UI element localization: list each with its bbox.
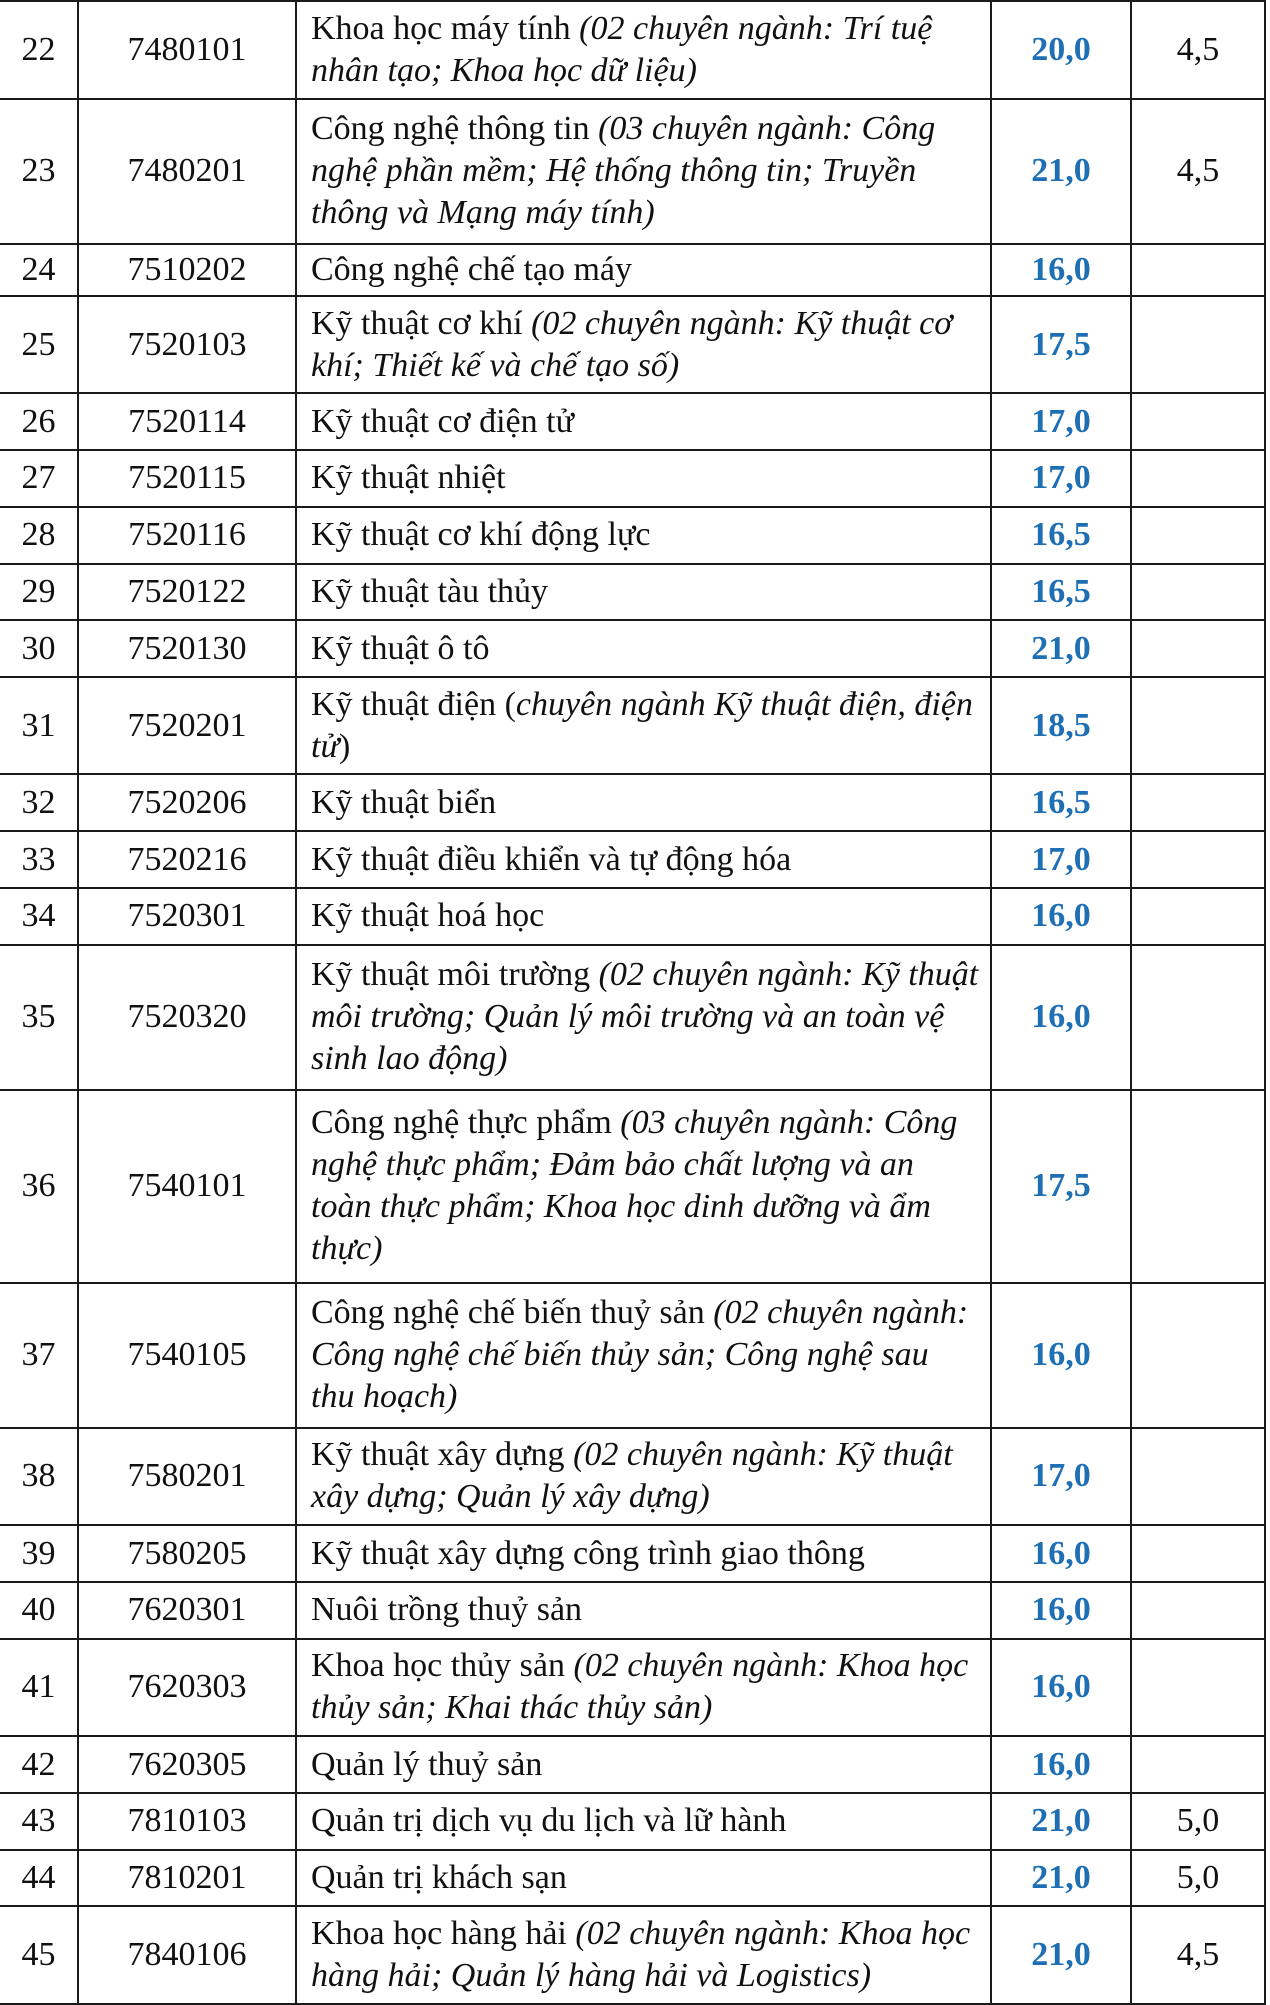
major-specializations: (03 chuyên ngành: Công nghệ phần mềm; Hệ thống thông tin; Truyền thông và Mạng máy tính) xyxy=(311,110,936,232)
row-number: 27 xyxy=(0,450,78,507)
major-name xyxy=(296,564,991,621)
row-number: 30 xyxy=(0,620,78,677)
table-row xyxy=(0,888,1265,945)
major-name-text: Quản lý thuỷ sản xyxy=(311,1745,543,1783)
admission-score: 17,5 xyxy=(991,296,1131,394)
major-code: 7810103 xyxy=(78,1793,296,1850)
major-name-text: Khoa học thủy sản xyxy=(311,1647,566,1685)
extra-score xyxy=(1131,1283,1265,1428)
admission-score: 16,0 xyxy=(991,244,1131,296)
extra-score xyxy=(1131,1428,1265,1526)
extra-score xyxy=(1131,393,1265,450)
admission-score: 17,0 xyxy=(991,1428,1131,1526)
extra-score xyxy=(1131,450,1265,507)
row-number: 44 xyxy=(0,1850,78,1907)
major-code: 7510202 xyxy=(78,244,296,296)
major-name-text: Kỹ thuật tàu thủy xyxy=(311,572,549,610)
table-row xyxy=(0,1090,1265,1283)
row-number: 40 xyxy=(0,1582,78,1639)
admission-score: 21,0 xyxy=(991,99,1131,244)
admission-score: 16,5 xyxy=(991,507,1131,564)
major-specializations: (02 chuyên ngành: Kỹ thuật xây dựng; Quản lý xây dựng) xyxy=(311,1436,953,1516)
extra-score xyxy=(1131,1639,1265,1737)
table-row xyxy=(0,1850,1265,1907)
admission-score: 21,0 xyxy=(991,1793,1131,1850)
admission-score: 21,0 xyxy=(991,620,1131,677)
extra-score xyxy=(1131,831,1265,888)
admission-score: 16,0 xyxy=(991,1736,1131,1793)
major-name xyxy=(296,507,991,564)
admission-score: 17,0 xyxy=(991,393,1131,450)
table-row xyxy=(0,1582,1265,1639)
table-row xyxy=(0,507,1265,564)
extra-score xyxy=(1131,677,1265,775)
extra-score xyxy=(1131,1090,1265,1283)
major-code: 7620303 xyxy=(78,1639,296,1737)
admission-score: 20,0 xyxy=(991,1,1131,99)
row-number: 35 xyxy=(0,945,78,1090)
major-code: 7480201 xyxy=(78,99,296,244)
major-specializations: (02 chuyên ngành: Trí tuệ nhân tạo; Khoa học dữ liệu) xyxy=(311,9,933,89)
major-specializations: (02 chuyên ngành: Kỹ thuật môi trường; Quản lý môi trường và an toàn vệ sinh lao động) xyxy=(311,956,979,1078)
major-name xyxy=(296,1283,991,1428)
row-number: 32 xyxy=(0,774,78,831)
major-code: 7840106 xyxy=(78,1906,296,2004)
row-number: 34 xyxy=(0,888,78,945)
admission-score: 17,5 xyxy=(991,1090,1131,1283)
row-number: 28 xyxy=(0,507,78,564)
row-number: 24 xyxy=(0,244,78,296)
extra-score: 4,5 xyxy=(1131,1906,1265,2004)
major-specializations: (03 chuyên ngành: Công nghệ thực phẩm; Đảm bảo chất lượng và an toàn thực phẩm; Khoa học dinh dưỡng và ẩm thực) xyxy=(311,1104,958,1268)
table-row xyxy=(0,393,1265,450)
major-code: 7620301 xyxy=(78,1582,296,1639)
table-row xyxy=(0,99,1265,244)
major-code: 7580205 xyxy=(78,1525,296,1582)
major-name xyxy=(296,888,991,945)
extra-score xyxy=(1131,620,1265,677)
table-row xyxy=(0,1428,1265,1526)
table-row xyxy=(0,945,1265,1090)
major-specializations: (02 chuyên ngành: Kỹ thuật cơ khí; Thiết kế và chế tạo số) xyxy=(311,304,953,384)
admission-score: 16,0 xyxy=(991,945,1131,1090)
row-number: 38 xyxy=(0,1428,78,1526)
major-name-text: Kỹ thuật nhiệt xyxy=(311,459,506,497)
row-number: 45 xyxy=(0,1906,78,2004)
row-number: 39 xyxy=(0,1525,78,1582)
major-code: 7520122 xyxy=(78,564,296,621)
major-code: 7810201 xyxy=(78,1850,296,1907)
major-name xyxy=(296,945,991,1090)
major-code: 7580201 xyxy=(78,1428,296,1526)
extra-score xyxy=(1131,774,1265,831)
major-code: 7520130 xyxy=(78,620,296,677)
major-name-text: Kỹ thuật môi trường xyxy=(311,956,591,994)
table-row xyxy=(0,1639,1265,1737)
extra-score: 4,5 xyxy=(1131,1,1265,99)
extra-score xyxy=(1131,1525,1265,1582)
major-name xyxy=(296,1525,991,1582)
table-row xyxy=(0,1283,1265,1428)
major-name-text: Kỹ thuật xây dựng công trình giao thông xyxy=(311,1534,865,1572)
major-code: 7520216 xyxy=(78,831,296,888)
extra-score: 5,0 xyxy=(1131,1850,1265,1907)
major-name-text: Kỹ thuật xây dựng xyxy=(311,1436,565,1474)
admission-score: 18,5 xyxy=(991,677,1131,775)
major-code: 7620305 xyxy=(78,1736,296,1793)
admission-score: 17,0 xyxy=(991,831,1131,888)
admission-score: 17,0 xyxy=(991,450,1131,507)
row-number: 23 xyxy=(0,99,78,244)
major-name xyxy=(296,1793,991,1850)
major-name xyxy=(296,450,991,507)
extra-score xyxy=(1131,888,1265,945)
major-name xyxy=(296,620,991,677)
major-code: 7480101 xyxy=(78,1,296,99)
major-name xyxy=(296,831,991,888)
major-name xyxy=(296,774,991,831)
major-name-text: Công nghệ thông tin xyxy=(311,110,590,148)
row-number: 37 xyxy=(0,1283,78,1428)
row-number: 29 xyxy=(0,564,78,621)
major-name-text: Công nghệ chế tạo máy xyxy=(311,250,633,288)
major-name xyxy=(296,1428,991,1526)
extra-score xyxy=(1131,1582,1265,1639)
table-row xyxy=(0,831,1265,888)
table-row xyxy=(0,1793,1265,1850)
major-code: 7540101 xyxy=(78,1090,296,1283)
admission-score: 21,0 xyxy=(991,1850,1131,1907)
major-name-text: Kỹ thuật cơ khí xyxy=(311,304,523,342)
admission-score: 21,0 xyxy=(991,1906,1131,2004)
table-row xyxy=(0,1736,1265,1793)
major-name-suffix: ) xyxy=(339,727,351,765)
row-number: 43 xyxy=(0,1793,78,1850)
major-name-text: Công nghệ chế biến thuỷ sản xyxy=(311,1294,705,1332)
major-name-text: Kỹ thuật cơ điện tử xyxy=(311,402,575,440)
table-body xyxy=(0,1,1265,2004)
major-code: 7520114 xyxy=(78,393,296,450)
row-number: 26 xyxy=(0,393,78,450)
major-name-text: Quản trị dịch vụ du lịch và lữ hành xyxy=(311,1802,787,1840)
major-name xyxy=(296,1850,991,1907)
major-name-text: Nuôi trồng thuỷ sản xyxy=(311,1591,583,1629)
major-specializations: (02 chuyên ngành: Khoa học hàng hải; Quản lý hàng hải và Logistics) xyxy=(311,1915,971,1995)
admission-score: 16,0 xyxy=(991,1283,1131,1428)
table-row xyxy=(0,450,1265,507)
extra-score: 4,5 xyxy=(1131,99,1265,244)
major-code: 7520206 xyxy=(78,774,296,831)
major-specializations: chuyên ngành Kỹ thuật điện, điện tử xyxy=(311,685,973,765)
major-specializations: (02 chuyên ngành: Công nghệ chế biến thủy sản; Công nghệ sau thu hoạch) xyxy=(311,1294,969,1416)
major-name-text: Khoa học hàng hải xyxy=(311,1915,567,1953)
extra-score xyxy=(1131,1736,1265,1793)
major-name-text: Quản trị khách sạn xyxy=(311,1858,567,1896)
admission-score: 16,5 xyxy=(991,774,1131,831)
admission-score: 16,0 xyxy=(991,1525,1131,1582)
table-row xyxy=(0,620,1265,677)
major-name xyxy=(296,99,991,244)
extra-score: 5,0 xyxy=(1131,1793,1265,1850)
major-name-text: Công nghệ thực phẩm xyxy=(311,1104,612,1142)
major-specializations: (02 chuyên ngành: Khoa học thủy sản; Khai thác thủy sản) xyxy=(311,1647,969,1727)
major-name xyxy=(296,677,991,775)
major-name-text: Kỹ thuật ô tô xyxy=(311,629,490,667)
major-name xyxy=(296,244,991,296)
major-code: 7540105 xyxy=(78,1283,296,1428)
extra-score xyxy=(1131,296,1265,394)
table-row xyxy=(0,677,1265,775)
major-code: 7520201 xyxy=(78,677,296,775)
table-row xyxy=(0,564,1265,621)
table-row xyxy=(0,774,1265,831)
major-name xyxy=(296,1,991,99)
row-number: 42 xyxy=(0,1736,78,1793)
major-name-text: Kỹ thuật hoá học xyxy=(311,897,545,935)
row-number: 22 xyxy=(0,1,78,99)
admission-score: 16,0 xyxy=(991,1582,1131,1639)
admission-score: 16,0 xyxy=(991,1639,1131,1737)
major-name xyxy=(296,1639,991,1737)
table-row xyxy=(0,244,1265,296)
table-row xyxy=(0,296,1265,394)
major-name xyxy=(296,1090,991,1283)
major-code: 7520320 xyxy=(78,945,296,1090)
table-row xyxy=(0,1525,1265,1582)
major-code: 7520103 xyxy=(78,296,296,394)
row-number: 41 xyxy=(0,1639,78,1737)
extra-score xyxy=(1131,244,1265,296)
major-name xyxy=(296,1906,991,2004)
extra-score xyxy=(1131,945,1265,1090)
major-code: 7520115 xyxy=(78,450,296,507)
major-name xyxy=(296,1582,991,1639)
major-name-text: Kỹ thuật cơ khí động lực xyxy=(311,516,651,554)
major-name xyxy=(296,1736,991,1793)
row-number: 25 xyxy=(0,296,78,394)
major-name xyxy=(296,393,991,450)
table-row xyxy=(0,1,1265,99)
extra-score xyxy=(1131,564,1265,621)
admission-score: 16,0 xyxy=(991,888,1131,945)
row-number: 36 xyxy=(0,1090,78,1283)
major-name-text: Kỹ thuật điện ( xyxy=(311,685,516,723)
major-code: 7520116 xyxy=(78,507,296,564)
row-number: 33 xyxy=(0,831,78,888)
row-number: 31 xyxy=(0,677,78,775)
table-row xyxy=(0,1906,1265,2004)
major-name xyxy=(296,296,991,394)
extra-score xyxy=(1131,507,1265,564)
major-code: 7520301 xyxy=(78,888,296,945)
major-name-text: Kỹ thuật điều khiển và tự động hóa xyxy=(311,840,792,878)
admission-score: 16,5 xyxy=(991,564,1131,621)
major-name-text: Khoa học máy tính xyxy=(311,9,571,47)
major-name-text: Kỹ thuật biển xyxy=(311,783,497,821)
